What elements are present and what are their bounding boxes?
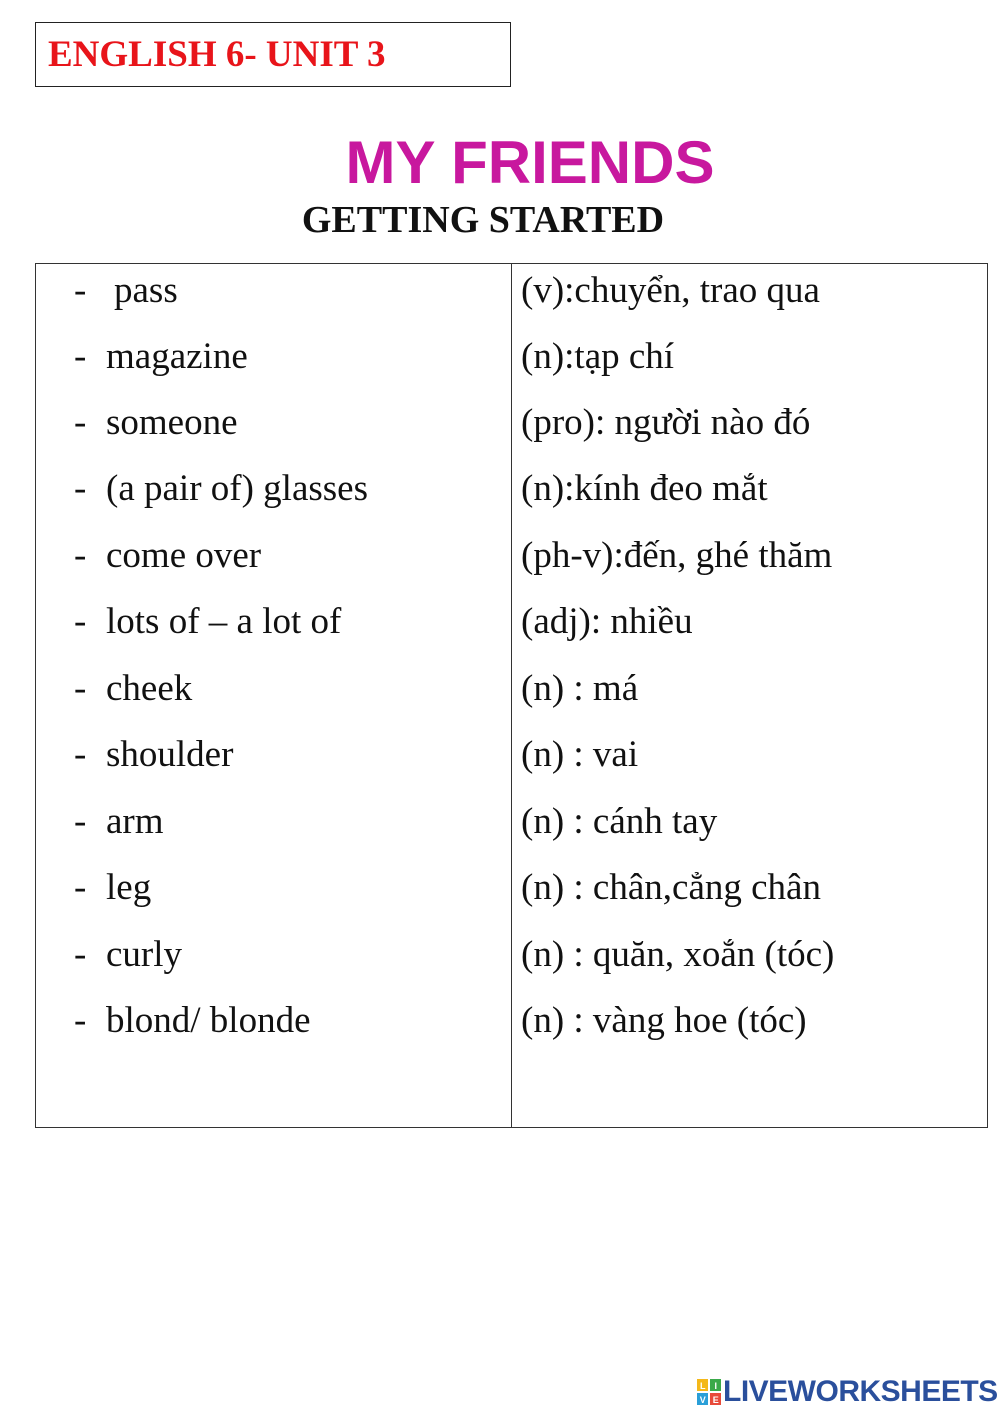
vocab-row <box>36 863 987 929</box>
watermark-text: LIVEWORKSHEETS <box>723 1375 998 1408</box>
vocab-word: magazine <box>106 336 248 377</box>
vocab-meaning: (adj): nhiều <box>521 601 693 642</box>
unit-label: ENGLISH 6- UNIT 3 <box>48 34 386 75</box>
vocab-row <box>36 996 987 1062</box>
vocab-row <box>36 464 987 530</box>
vocab-meaning: (n) : quăn, xoắn (tóc) <box>521 934 835 975</box>
vocab-meaning: (n) : vai <box>521 734 639 775</box>
unit-label-box <box>35 22 511 87</box>
bullet-dash: - <box>74 801 87 842</box>
bullet-dash: - <box>74 601 87 642</box>
bullet-dash: - <box>74 1000 87 1041</box>
vocab-row <box>36 930 987 996</box>
vocab-meaning: (pro): người nào đó <box>521 402 811 443</box>
vocab-word: cheek <box>106 668 193 709</box>
vocab-row <box>36 664 987 730</box>
vocab-row <box>36 597 987 663</box>
vocab-row <box>36 266 987 332</box>
section-title: GETTING STARTED <box>301 199 665 241</box>
bullet-dash: - <box>74 934 87 975</box>
vocab-meaning: (n) : cánh tay <box>521 801 718 842</box>
bullet-dash: - <box>74 867 87 908</box>
vocab-word: (a pair of) glasses <box>106 468 368 509</box>
bullet-dash: - <box>74 468 87 509</box>
vocab-meaning: (n) : má <box>521 668 639 709</box>
vocab-word: lots of – a lot of <box>106 601 342 642</box>
svg-text:L: L <box>700 1381 705 1391</box>
vocab-row <box>36 332 987 398</box>
vocab-word: come over <box>106 535 262 576</box>
vocab-row <box>36 730 987 796</box>
vocab-row <box>36 531 987 597</box>
bullet-dash: - <box>74 336 87 377</box>
vocab-row <box>36 398 987 464</box>
bullet-dash: - <box>74 668 87 709</box>
vocab-meaning: (v):chuyển, trao qua <box>521 270 820 311</box>
vocab-meaning: (n):kính đeo mắt <box>521 468 768 509</box>
vocab-word: curly <box>106 934 183 975</box>
vocab-meaning: (n) : vàng hoe (tóc) <box>521 1000 807 1041</box>
liveworksheets-logo-icon <box>697 1379 721 1405</box>
liveworksheets-watermark <box>697 1375 998 1409</box>
vocab-meaning: (ph-v):đến, ghé thăm <box>521 535 833 576</box>
svg-text:E: E <box>712 1395 719 1405</box>
vocab-word: blond/ blonde <box>106 1000 311 1041</box>
vocab-word: leg <box>106 867 152 908</box>
vocab-meaning: (n) : chân,cẳng chân <box>521 867 821 908</box>
svg-text:V: V <box>699 1395 706 1405</box>
bullet-dash: - <box>74 270 87 311</box>
vocabulary-table <box>35 263 988 1128</box>
vocab-word: someone <box>106 402 238 443</box>
vocab-word: arm <box>106 801 164 842</box>
vocab-word: shoulder <box>106 734 234 775</box>
bullet-dash: - <box>74 734 87 775</box>
bullet-dash: - <box>74 402 87 443</box>
page-title: MY FRIENDS <box>345 129 715 196</box>
bullet-dash: - <box>74 535 87 576</box>
svg-text:I: I <box>714 1381 717 1391</box>
vocab-word: pass <box>114 270 178 311</box>
vocab-meaning: (n):tạp chí <box>521 336 675 377</box>
vocab-row <box>36 797 987 863</box>
